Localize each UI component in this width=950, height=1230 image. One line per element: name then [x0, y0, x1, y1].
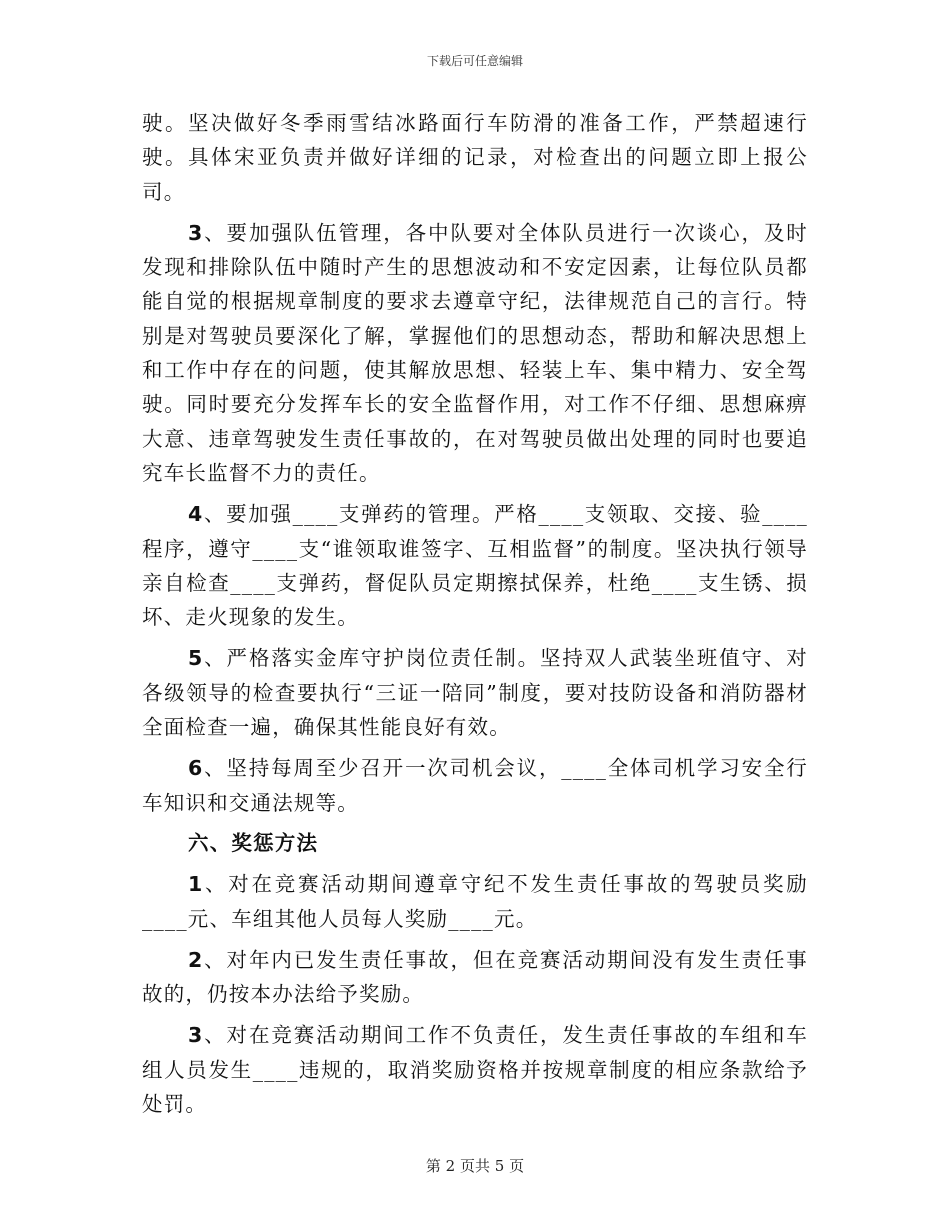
paragraph-text: 、严格落实金库守护岗位责任制。坚持双人武装坐班值守、对各级领导的检查要执行“三证一陪同”制度，要对技防设备和消防器材全面检查一遍，确保其性能良好有效。: [142, 646, 808, 740]
paragraph-item-6: [142, 751, 808, 820]
item-number: 2: [188, 947, 204, 972]
paragraph-continued: [142, 106, 808, 209]
item-number: 3: [188, 1023, 204, 1048]
reward-item-3: [142, 1018, 808, 1121]
document-body: [142, 106, 808, 1121]
item-number: 5: [188, 646, 204, 671]
paragraph-text: 、要加强____支弹药的管理。严格____支领取、交接、验____程序，遵守____支“谁领取谁签字、互相监督”的制度。坚决执行领导亲自检查____支弹药，督促队员定期擦拭保养，杜绝____支生锈、损坏、走火现象的发生。: [142, 502, 808, 630]
paragraph-text: 、坚持每周至少召开一次司机会议，____全体司机学习安全行车知识和交通法规等。: [142, 756, 808, 815]
section-heading: 六、奖惩方法: [188, 830, 319, 855]
paragraph-item-5: [142, 641, 808, 744]
item-number: 6: [188, 756, 204, 781]
page-footer: 第 2 页共 5 页: [425, 1157, 525, 1175]
page-header: 下载后可任意编辑: [426, 54, 523, 68]
item-number: 1: [188, 872, 204, 897]
item-number: 4: [188, 502, 204, 527]
reward-item-1: [142, 867, 808, 936]
paragraph-text: 、对在竞赛活动期间工作不负责任，发生责任事故的车组和车组人员发生____违规的，取消奖励资格并按规章制度的相应条款给予处罚。: [142, 1023, 808, 1117]
item-number: 3: [188, 220, 204, 245]
paragraph-text: 驶。坚决做好冬季雨雪结冰路面行车防滑的准备工作，严禁超速行驶。具体宋亚负责并做好详细的记录，对检查出的问题立即上报公司。: [142, 111, 808, 204]
paragraph-text: 、要加强队伍管理，各中队要对全体队员进行一次谈心，及时发现和排除队伍中随时产生的思想波动和不安定因素，让每位队员都能自觉的根据规章制度的要求去遵章守纪，法律规范自己的言行。特别是对驾驶员要深化了解，掌握他们的思想动态，帮助和解决思想上和工作中存在的问题，使其解放思想、轻装上车、集中精力、安全驾驶。同时要充分发挥车长的安全监督作用，对工作不仔细、思想麻痹大意、违章驾驶发生责任事故的，在对驾驶员做出处理的同时也要追究车长监督不力的责任。: [142, 220, 808, 485]
paragraph-item-3: [142, 216, 808, 490]
paragraph-text: 、对年内已发生责任事故，但在竞赛活动期间没有发生责任事故的，仍按本办法给予奖励。: [142, 947, 808, 1007]
paragraph-item-4: [142, 497, 808, 634]
paragraph-text: 、对在竞赛活动期间遵章守纪不发生责任事故的驾驶员奖励____元、车组其他人员每人奖励____元。: [142, 872, 808, 931]
reward-item-2: [142, 943, 808, 1012]
